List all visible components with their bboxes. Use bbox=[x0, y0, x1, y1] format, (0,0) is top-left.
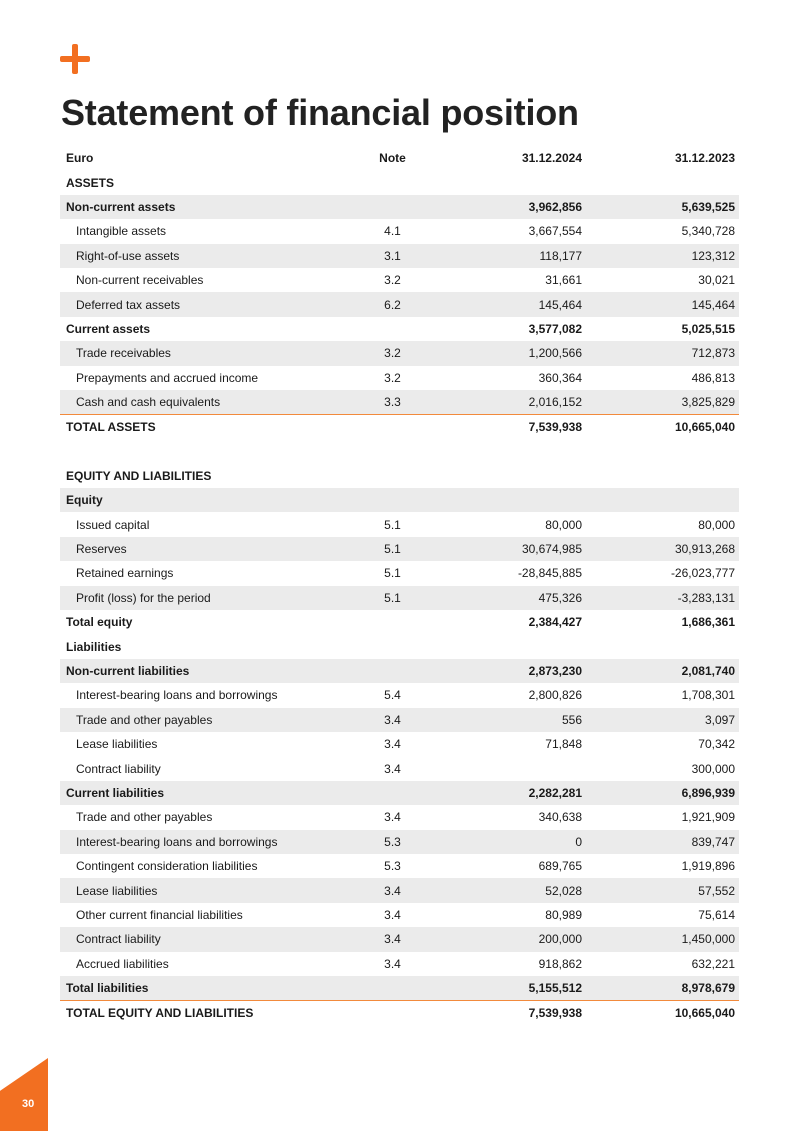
table-row bbox=[60, 170, 739, 194]
row-value-2023: 5,340,728 bbox=[681, 224, 735, 239]
row-value-2023: 3,097 bbox=[586, 708, 739, 732]
row-value-2023: 8,978,679 bbox=[586, 976, 739, 1001]
row-value-2024: 200,000 bbox=[440, 927, 586, 951]
row-value-2023: -3,283,131 bbox=[586, 586, 739, 610]
row-value-2024: 1,200,566 bbox=[440, 341, 586, 365]
row-value-2024: 118,177 bbox=[440, 244, 586, 268]
row-note bbox=[345, 317, 440, 341]
row-label: Profit (loss) for the period bbox=[60, 586, 345, 610]
row-note: 3.1 bbox=[345, 244, 440, 268]
row-label: Lease liabilities bbox=[76, 737, 158, 752]
table-row bbox=[60, 830, 739, 854]
row-value-2023: 80,000 bbox=[698, 517, 735, 532]
row-value-2023: 10,665,040 bbox=[674, 420, 735, 435]
header-note: Note bbox=[379, 151, 406, 166]
row-label: EQUITY AND LIABILITIES bbox=[66, 468, 212, 483]
table-row bbox=[60, 586, 739, 610]
row-label: Non-current liabilities bbox=[60, 659, 345, 683]
table-row bbox=[60, 464, 739, 488]
row-label bbox=[60, 440, 345, 464]
row-value-2023: 712,873 bbox=[586, 341, 739, 365]
row-value-2024: 52,028 bbox=[440, 878, 586, 902]
row-value-2023: 5,025,515 bbox=[681, 321, 735, 336]
table-row bbox=[60, 390, 739, 415]
row-value-2024: 0 bbox=[440, 830, 586, 854]
table-row bbox=[60, 708, 739, 732]
table-row bbox=[60, 244, 739, 268]
row-note: 6.2 bbox=[345, 292, 440, 316]
row-value-2024: 2,282,281 bbox=[440, 781, 586, 805]
row-value-2024: 30,674,985 bbox=[440, 537, 586, 561]
row-note bbox=[345, 659, 440, 683]
row-value-2023: 123,312 bbox=[586, 244, 739, 268]
header-currency: Euro bbox=[66, 151, 94, 166]
table-row bbox=[60, 781, 739, 805]
row-value-2024: 918,862 bbox=[538, 956, 582, 971]
row-note: 5.1 bbox=[384, 517, 401, 532]
page-number: 30 bbox=[22, 1098, 35, 1110]
table-row bbox=[60, 976, 739, 1001]
table-row bbox=[60, 756, 739, 780]
row-label: Trade and other payables bbox=[60, 708, 345, 732]
row-label: Non-current receivables bbox=[76, 273, 204, 288]
table-header-row bbox=[60, 146, 739, 170]
row-label: Lease liabilities bbox=[60, 878, 345, 902]
row-label: Accrued liabilities bbox=[76, 956, 169, 971]
row-value-2023 bbox=[586, 464, 739, 488]
row-value-2024: 7,539,938 bbox=[528, 420, 582, 435]
row-label: Trade and other payables bbox=[76, 810, 213, 825]
table-row bbox=[60, 341, 739, 365]
table-row bbox=[60, 366, 739, 390]
row-value-2023: 6,896,939 bbox=[586, 781, 739, 805]
row-label: Contract liability bbox=[76, 761, 161, 776]
row-value-2024: 2,384,427 bbox=[528, 615, 582, 630]
row-value-2024: 689,765 bbox=[538, 859, 582, 874]
row-label: Reserves bbox=[60, 537, 345, 561]
table-row bbox=[60, 537, 739, 561]
row-note bbox=[345, 976, 440, 1001]
row-value-2023: 632,221 bbox=[691, 956, 735, 971]
row-value-2023: 1,921,909 bbox=[681, 810, 735, 825]
row-value-2023: 145,464 bbox=[586, 292, 739, 316]
row-value-2023: 30,021 bbox=[698, 273, 735, 288]
row-value-2023: -26,023,777 bbox=[670, 566, 735, 581]
row-note bbox=[345, 415, 440, 440]
row-value-2024: 340,638 bbox=[538, 810, 582, 825]
row-label: Prepayments and accrued income bbox=[76, 370, 259, 385]
row-value-2023 bbox=[586, 170, 739, 194]
row-label: Contingent consideration liabilities bbox=[76, 859, 258, 874]
row-value-2024: 360,364 bbox=[538, 370, 582, 385]
table-row bbox=[60, 927, 739, 951]
row-value-2023: 57,552 bbox=[586, 878, 739, 902]
row-label: Contract liability bbox=[60, 927, 345, 951]
row-value-2024 bbox=[440, 488, 586, 512]
row-note bbox=[345, 634, 440, 658]
row-value-2023 bbox=[586, 440, 739, 464]
row-label: TOTAL EQUITY AND LIABILITIES bbox=[66, 1006, 254, 1021]
row-label: Current assets bbox=[66, 321, 151, 336]
row-value-2023: 10,665,040 bbox=[674, 1006, 735, 1021]
row-note: 5.3 bbox=[345, 830, 440, 854]
row-note: 3.2 bbox=[384, 273, 401, 288]
row-label: Right-of-use assets bbox=[60, 244, 345, 268]
row-note: 3.4 bbox=[384, 737, 401, 752]
row-note: 5.1 bbox=[384, 566, 401, 581]
row-value-2024: 7,539,938 bbox=[528, 1006, 582, 1021]
row-value-2023: 3,825,829 bbox=[586, 390, 739, 415]
financial-position-table bbox=[60, 146, 739, 1026]
table-row bbox=[60, 805, 739, 829]
row-note: 3.4 bbox=[384, 907, 401, 922]
table-row bbox=[60, 854, 739, 878]
row-value-2024 bbox=[440, 756, 586, 780]
row-value-2023: 1,919,896 bbox=[681, 859, 735, 874]
row-value-2023: 75,614 bbox=[698, 907, 735, 922]
header-2023: 31.12.2023 bbox=[674, 151, 735, 166]
row-label: Interest-bearing loans and borrowings bbox=[76, 688, 278, 703]
row-value-2024: 475,326 bbox=[440, 586, 586, 610]
row-note: 4.1 bbox=[384, 224, 401, 239]
table-row bbox=[60, 610, 739, 634]
table-row bbox=[60, 561, 739, 585]
row-value-2023: 1,708,301 bbox=[681, 688, 735, 703]
row-note: 3.4 bbox=[384, 761, 401, 776]
table-row bbox=[60, 512, 739, 536]
row-label: Equity bbox=[60, 488, 345, 512]
row-value-2024: 5,155,512 bbox=[440, 976, 586, 1001]
row-value-2023: 30,913,268 bbox=[586, 537, 739, 561]
row-value-2024: -28,845,885 bbox=[517, 566, 582, 581]
row-value-2023 bbox=[586, 488, 739, 512]
row-note bbox=[345, 464, 440, 488]
row-value-2023: 839,747 bbox=[586, 830, 739, 854]
row-value-2024 bbox=[440, 170, 586, 194]
row-value-2024: 31,661 bbox=[545, 273, 582, 288]
row-note bbox=[345, 440, 440, 464]
row-value-2024 bbox=[440, 464, 586, 488]
row-value-2024: 71,848 bbox=[545, 737, 582, 752]
row-label: Retained earnings bbox=[76, 566, 174, 581]
row-note bbox=[345, 488, 440, 512]
table-row bbox=[60, 1001, 739, 1026]
table-row bbox=[60, 659, 739, 683]
row-note: 5.4 bbox=[384, 688, 401, 703]
row-note: 3.2 bbox=[345, 341, 440, 365]
row-value-2024: 2,873,230 bbox=[440, 659, 586, 683]
row-note bbox=[345, 781, 440, 805]
row-label: Total equity bbox=[66, 615, 133, 630]
page-corner-tab bbox=[0, 1058, 48, 1131]
row-value-2024: 145,464 bbox=[440, 292, 586, 316]
row-note bbox=[345, 610, 440, 634]
row-value-2024: 2,016,152 bbox=[440, 390, 586, 415]
table-row bbox=[60, 952, 739, 976]
row-label: Deferred tax assets bbox=[60, 292, 345, 316]
header-2024: 31.12.2024 bbox=[521, 151, 582, 166]
row-value-2024 bbox=[440, 634, 586, 658]
row-label: Issued capital bbox=[76, 517, 150, 532]
row-label: Non-current assets bbox=[60, 195, 345, 219]
table-row bbox=[60, 903, 739, 927]
row-value-2024: 3,962,856 bbox=[440, 195, 586, 219]
table-row bbox=[60, 317, 739, 341]
table-row bbox=[60, 268, 739, 292]
row-value-2023: 70,342 bbox=[698, 737, 735, 752]
row-note: 5.1 bbox=[345, 586, 440, 610]
table-row bbox=[60, 292, 739, 316]
table-row bbox=[60, 219, 739, 243]
row-label: ASSETS bbox=[66, 175, 115, 190]
row-value-2024: 80,000 bbox=[545, 517, 582, 532]
row-value-2023 bbox=[586, 634, 739, 658]
row-value-2023: 486,813 bbox=[691, 370, 735, 385]
table-row bbox=[60, 878, 739, 902]
row-note: 5.3 bbox=[384, 859, 401, 874]
row-label: Interest-bearing loans and borrowings bbox=[60, 830, 345, 854]
row-label: Current liabilities bbox=[60, 781, 345, 805]
row-note bbox=[345, 170, 440, 194]
row-label: Other current financial liabilities bbox=[76, 907, 243, 922]
row-note bbox=[345, 195, 440, 219]
row-label: TOTAL ASSETS bbox=[66, 420, 156, 435]
row-note: 3.4 bbox=[345, 878, 440, 902]
page-title: Statement of financial position bbox=[61, 92, 579, 133]
table-row bbox=[60, 488, 739, 512]
table-row bbox=[60, 683, 739, 707]
row-label: Liabilities bbox=[66, 639, 122, 654]
row-note bbox=[345, 1001, 440, 1026]
plus-icon bbox=[60, 44, 90, 74]
row-label: Trade receivables bbox=[60, 341, 345, 365]
row-value-2024: 2,800,826 bbox=[528, 688, 582, 703]
row-note: 3.4 bbox=[384, 810, 401, 825]
table-row bbox=[60, 195, 739, 219]
row-note: 5.1 bbox=[345, 537, 440, 561]
row-value-2023: 1,450,000 bbox=[586, 927, 739, 951]
row-value-2023: 1,686,361 bbox=[681, 615, 735, 630]
row-value-2024: 556 bbox=[440, 708, 586, 732]
row-label: Cash and cash equivalents bbox=[60, 390, 345, 415]
row-note: 3.2 bbox=[384, 370, 401, 385]
row-label: Intangible assets bbox=[76, 224, 167, 239]
row-note: 3.4 bbox=[345, 708, 440, 732]
table-row bbox=[60, 634, 739, 658]
table-row bbox=[60, 440, 739, 464]
row-value-2023: 300,000 bbox=[691, 761, 735, 776]
table-row bbox=[60, 415, 739, 440]
row-value-2023: 5,639,525 bbox=[586, 195, 739, 219]
row-label: Total liabilities bbox=[60, 976, 345, 1001]
row-note: 3.4 bbox=[345, 927, 440, 951]
row-value-2023: 2,081,740 bbox=[586, 659, 739, 683]
row-value-2024: 80,989 bbox=[545, 907, 582, 922]
table-row bbox=[60, 732, 739, 756]
row-note: 3.3 bbox=[345, 390, 440, 415]
row-value-2024: 3,577,082 bbox=[528, 321, 582, 336]
row-value-2024: 3,667,554 bbox=[528, 224, 582, 239]
row-value-2024 bbox=[440, 440, 586, 464]
row-note: 3.4 bbox=[384, 956, 401, 971]
